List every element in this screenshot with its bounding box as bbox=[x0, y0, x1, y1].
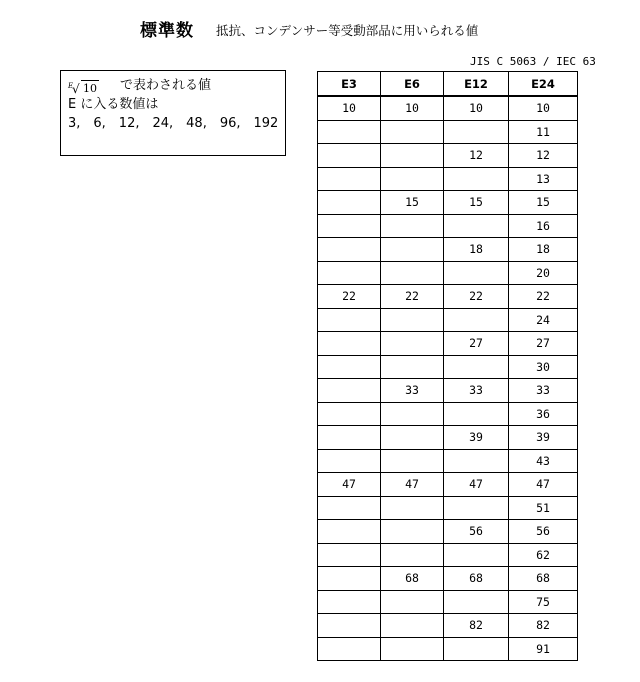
table-cell-e24: 11 bbox=[509, 120, 578, 144]
table-cell-e24: 43 bbox=[509, 449, 578, 473]
table-cell-e3 bbox=[318, 144, 381, 168]
table-cell-e12: 47 bbox=[444, 473, 509, 497]
table-cell-e3: 22 bbox=[318, 285, 381, 309]
table-cell-e24: 13 bbox=[509, 167, 578, 191]
radical-sign-icon: √ bbox=[72, 82, 80, 96]
table-row bbox=[318, 590, 578, 614]
table-cell-e3 bbox=[318, 355, 381, 379]
table-cell-e6 bbox=[381, 332, 444, 356]
table-cell-e24: 16 bbox=[509, 214, 578, 238]
table-row bbox=[318, 402, 578, 426]
table-header-row bbox=[318, 72, 578, 97]
column-header-e24: E24 bbox=[509, 72, 578, 97]
table-cell-e24: 18 bbox=[509, 238, 578, 262]
table-cell-e6 bbox=[381, 238, 444, 262]
e-series-table bbox=[317, 71, 578, 661]
table-row bbox=[318, 214, 578, 238]
table-cell-e12: 39 bbox=[444, 426, 509, 450]
table-cell-e12 bbox=[444, 120, 509, 144]
table-cell-e24: 47 bbox=[509, 473, 578, 497]
table-cell-e12: 12 bbox=[444, 144, 509, 168]
table-cell-e6 bbox=[381, 614, 444, 638]
table-row bbox=[318, 426, 578, 450]
table-cell-e12 bbox=[444, 308, 509, 332]
table-cell-e6 bbox=[381, 167, 444, 191]
note-line-3: 3, 6, 12, 24, 48, 96, 192 bbox=[68, 116, 279, 131]
table-row bbox=[318, 191, 578, 215]
table-cell-e3: 47 bbox=[318, 473, 381, 497]
table-cell-e6 bbox=[381, 449, 444, 473]
table-cell-e12: 56 bbox=[444, 520, 509, 544]
table-cell-e12: 22 bbox=[444, 285, 509, 309]
table-cell-e24: 27 bbox=[509, 332, 578, 356]
table-cell-e3 bbox=[318, 214, 381, 238]
root-radicand: 10 bbox=[83, 82, 97, 95]
table-cell-e24: 20 bbox=[509, 261, 578, 285]
table-cell-e3 bbox=[318, 520, 381, 544]
table-cell-e3 bbox=[318, 543, 381, 567]
table-cell-e6 bbox=[381, 402, 444, 426]
table-cell-e3 bbox=[318, 238, 381, 262]
table-cell-e3 bbox=[318, 496, 381, 520]
table-cell-e6 bbox=[381, 214, 444, 238]
table-cell-e12: 27 bbox=[444, 332, 509, 356]
table-cell-e3 bbox=[318, 261, 381, 285]
table-row bbox=[318, 355, 578, 379]
table-cell-e3 bbox=[318, 449, 381, 473]
table-cell-e6 bbox=[381, 496, 444, 520]
table-cell-e6: 15 bbox=[381, 191, 444, 215]
table-cell-e12 bbox=[444, 402, 509, 426]
table-row bbox=[318, 496, 578, 520]
table-cell-e24: 56 bbox=[509, 520, 578, 544]
table-row bbox=[318, 567, 578, 591]
table-row bbox=[318, 167, 578, 191]
table-cell-e24: 68 bbox=[509, 567, 578, 591]
table-cell-e24: 24 bbox=[509, 308, 578, 332]
table-cell-e24: 10 bbox=[509, 96, 578, 120]
column-header-e6: E6 bbox=[381, 72, 444, 97]
table-row bbox=[318, 144, 578, 168]
table-cell-e24: 82 bbox=[509, 614, 578, 638]
table-body bbox=[318, 96, 578, 661]
table-cell-e12 bbox=[444, 167, 509, 191]
table-cell-e12: 68 bbox=[444, 567, 509, 591]
table-cell-e24: 22 bbox=[509, 285, 578, 309]
table-cell-e12: 18 bbox=[444, 238, 509, 262]
table-cell-e6: 47 bbox=[381, 473, 444, 497]
page-title: 標準数 bbox=[140, 21, 194, 41]
table-cell-e3 bbox=[318, 426, 381, 450]
table-cell-e6: 22 bbox=[381, 285, 444, 309]
table-cell-e6 bbox=[381, 308, 444, 332]
column-header-e3: E3 bbox=[318, 72, 381, 97]
table-cell-e6 bbox=[381, 144, 444, 168]
table-cell-e12 bbox=[444, 496, 509, 520]
standard-reference: JIS C 5063 / IEC 63 bbox=[470, 55, 596, 68]
table-cell-e6 bbox=[381, 426, 444, 450]
table-cell-e24: 51 bbox=[509, 496, 578, 520]
table-cell-e12 bbox=[444, 543, 509, 567]
table-row bbox=[318, 449, 578, 473]
formula-suffix: で表わされる値 bbox=[120, 78, 212, 93]
table-cell-e3 bbox=[318, 332, 381, 356]
table-cell-e6: 33 bbox=[381, 379, 444, 403]
table-cell-e6 bbox=[381, 520, 444, 544]
table-row bbox=[318, 238, 578, 262]
table-cell-e24: 91 bbox=[509, 637, 578, 661]
formula-note-box bbox=[60, 70, 286, 156]
table-cell-e3 bbox=[318, 590, 381, 614]
table-cell-e12 bbox=[444, 214, 509, 238]
table-cell-e12: 33 bbox=[444, 379, 509, 403]
table-row bbox=[318, 473, 578, 497]
table-cell-e12: 10 bbox=[444, 96, 509, 120]
table-cell-e24: 15 bbox=[509, 191, 578, 215]
table-cell-e3 bbox=[318, 167, 381, 191]
table-row bbox=[318, 637, 578, 661]
table-cell-e3 bbox=[318, 379, 381, 403]
table-row bbox=[318, 614, 578, 638]
table-row bbox=[318, 308, 578, 332]
table-cell-e3 bbox=[318, 567, 381, 591]
table-cell-e3 bbox=[318, 614, 381, 638]
table-cell-e3 bbox=[318, 308, 381, 332]
table-row bbox=[318, 285, 578, 309]
table-cell-e24: 39 bbox=[509, 426, 578, 450]
table-row bbox=[318, 543, 578, 567]
table-cell-e6 bbox=[381, 355, 444, 379]
table-cell-e6: 10 bbox=[381, 96, 444, 120]
table-cell-e3 bbox=[318, 191, 381, 215]
page-subtitle: 抵抗、コンデンサー等受動部品に用いられる値 bbox=[216, 23, 479, 38]
table-row bbox=[318, 332, 578, 356]
table-row bbox=[318, 379, 578, 403]
table-row bbox=[318, 96, 578, 120]
table-cell-e6 bbox=[381, 637, 444, 661]
note-line-2: E に入る数値は bbox=[68, 97, 159, 112]
table-cell-e24: 30 bbox=[509, 355, 578, 379]
table-cell-e6 bbox=[381, 543, 444, 567]
table-row bbox=[318, 520, 578, 544]
table-cell-e12 bbox=[444, 449, 509, 473]
table-cell-e6 bbox=[381, 590, 444, 614]
table-cell-e12: 15 bbox=[444, 191, 509, 215]
table-cell-e3: 10 bbox=[318, 96, 381, 120]
nth-root-formula bbox=[68, 77, 106, 95]
table-cell-e24: 36 bbox=[509, 402, 578, 426]
table-cell-e3 bbox=[318, 120, 381, 144]
table-cell-e12 bbox=[444, 355, 509, 379]
table-cell-e24: 12 bbox=[509, 144, 578, 168]
formula-line bbox=[68, 76, 285, 95]
table-cell-e24: 62 bbox=[509, 543, 578, 567]
table-cell-e24: 75 bbox=[509, 590, 578, 614]
table-cell-e12: 82 bbox=[444, 614, 509, 638]
table-cell-e12 bbox=[444, 261, 509, 285]
table-cell-e6: 68 bbox=[381, 567, 444, 591]
table-row bbox=[318, 261, 578, 285]
table-cell-e12 bbox=[444, 590, 509, 614]
table-cell-e6 bbox=[381, 261, 444, 285]
table-cell-e24: 33 bbox=[509, 379, 578, 403]
table-cell-e3 bbox=[318, 402, 381, 426]
column-header-e12: E12 bbox=[444, 72, 509, 97]
root-index: E bbox=[68, 82, 74, 90]
table-cell-e6 bbox=[381, 120, 444, 144]
table-cell-e12 bbox=[444, 637, 509, 661]
table-cell-e3 bbox=[318, 637, 381, 661]
table-row bbox=[318, 120, 578, 144]
